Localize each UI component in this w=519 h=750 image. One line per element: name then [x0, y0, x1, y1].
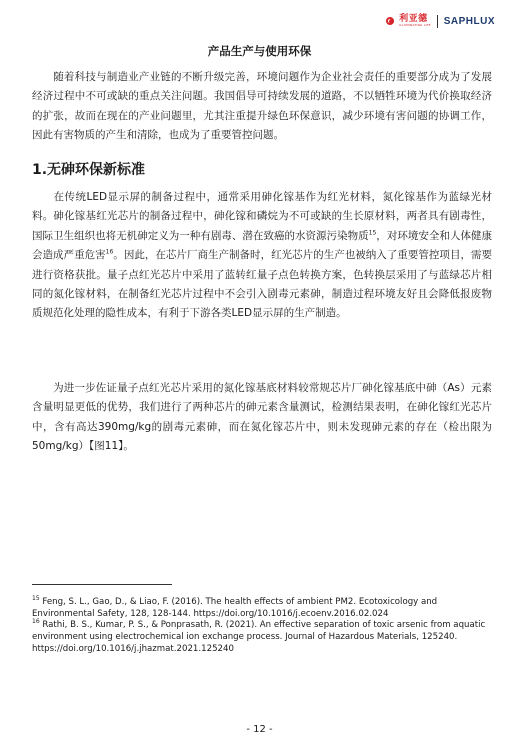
- intro-text: 随着科技与制造业产业链的不断升级完善，环境问题作为企业社会责任的重要部分成为了发展经济过程中不可或缺的重点关注问题。我国倡导可持续发展的道路，不以牺牲环境为代价换取经济的扩张，故而在现在的产业问题里，尤其注重提升绿色环保意识，减少环境有害问题的协调工作，因此有害物质的产生和清除，也成为了重要管控问题。: [32, 71, 492, 142]
- footnote-ref-16[interactable]: 16: [105, 248, 114, 256]
- footnote-16-number: 16: [32, 618, 40, 626]
- body-paragraph-arsenic: [32, 188, 492, 324]
- leyard-logo-cn: 利亚德: [399, 14, 428, 24]
- paragraph-text-3: 。因此，在芯片厂商生产制备时，红光芯片的生产也被纳入了重要管控项目，需要进行资格获批。量子点红光芯片中采用了蓝转红量子点色转换方案，色转换层采用了与蓝绿芯片相同的氮化镓材料，在制备红光芯片过程中不会引入剧毒元素砷，制造过程环境友好且会降低报废物质规范化处理的隐性成本，有利于下游各类LED显示屏的生产制造。: [32, 249, 492, 320]
- saphlux-logo: SAPHLUX: [443, 15, 495, 27]
- section-heading: 1.无砷环保新标准: [32, 162, 146, 178]
- body-paragraph-test: [32, 379, 492, 457]
- paragraph-text-1: 在传统LED显示屏的制备过程中，通常采用砷化镓基作为红光材料，氮化镓基作为蓝绿光材料。砷化镓基红光芯片的制备过程中，砷化镓和磷烷为不可或缺的生长原材料，两者具有剧毒性，国际卫生组织也将无机砷定义为一种有剧毒、潜在致癌的水资源污染物质: [32, 191, 492, 242]
- page-title: 产品生产与使用环保: [207, 44, 312, 58]
- page-number: - 12 -: [246, 724, 273, 735]
- test-paragraph-text: 为进一步佐证量子点红光芯片采用的氮化镓基底材料较常规芯片厂砷化镓基底中砷（As）元素含量明显更低的优势，我们进行了两种芯片的砷元素含量测试，检测结果表明，在砷化镓红光芯片中，含有高达390mg/kg的剧毒元素砷，而在氮化镓芯片中，则未发现砷元素的存在（检出限为50mg/kg）【图11】。: [32, 382, 492, 453]
- page-header: [386, 12, 495, 30]
- footnote-16-text: Rathi, B. S., Kumar, P. S., & Ponprasath, R. (2021). An effective separation of toxic arsenic from aquatic environment using electrochemical ion exchange process. Journal of Hazardous Materials, 125240. https://doi.org/10.1016/j.jhazmat.2021.125240: [32, 620, 486, 654]
- leyard-logo-icon: [386, 16, 396, 26]
- paragraph-text-2: ，对环境安全和人体健康会造成严重危害: [32, 229, 493, 262]
- footnote-divider: [32, 584, 172, 585]
- footnote-16: [32, 620, 494, 655]
- footnotes: [32, 597, 494, 656]
- footnote-ref-15[interactable]: 15: [368, 229, 377, 237]
- leyard-logo: [386, 15, 431, 27]
- footnote-15: [32, 597, 494, 620]
- header-divider: [437, 15, 438, 28]
- intro-paragraph: [32, 68, 492, 146]
- leyard-logo-en: ILLUMINATING LIFE: [399, 23, 431, 27]
- footnote-15-number: 15: [32, 595, 40, 603]
- leyard-logo-text: [399, 15, 431, 27]
- footnote-15-text: Feng, S. L., Gao, D., & Liao, F. (2016). The health effects of ambient PM2. Ecotoxicology and Environmental Safety, 128, 128-144. https://doi.org/10.1016/j.ecoenv.2016.02.024: [32, 597, 438, 619]
